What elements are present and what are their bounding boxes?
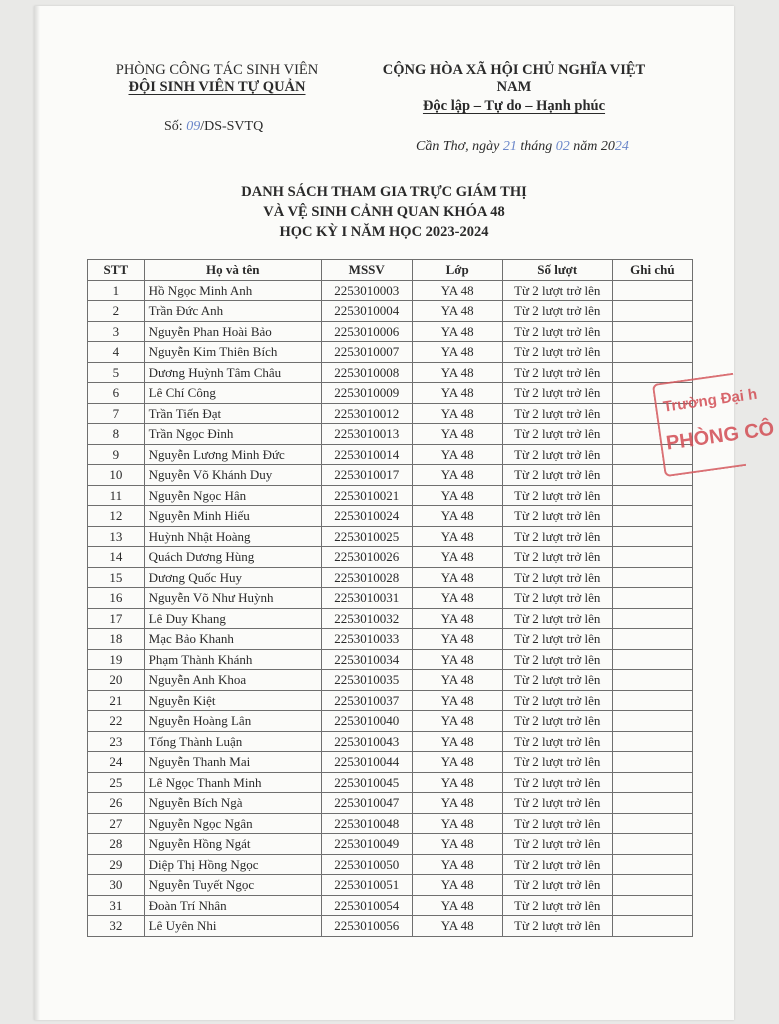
cell-stt: 3 [88, 321, 145, 342]
cell-so-luot: Từ 2 lượt trở lên [502, 383, 612, 404]
cell-name: Nguyễn Minh Hiếu [144, 506, 321, 527]
cell-stt: 12 [88, 506, 145, 527]
cell-so-luot: Từ 2 lượt trở lên [502, 916, 612, 937]
cell-mssv: 2253010009 [321, 383, 412, 404]
cell-name: Tống Thành Luận [144, 731, 321, 752]
cell-name: Quách Dương Hùng [144, 547, 321, 568]
cell-so-luot: Từ 2 lượt trở lên [502, 854, 612, 875]
table-row [88, 670, 693, 691]
cell-so-luot: Từ 2 lượt trở lên [502, 793, 612, 814]
issuing-organization [92, 62, 342, 96]
cell-name: Lê Uyên Nhi [144, 916, 321, 937]
cell-mssv: 2253010049 [321, 834, 412, 855]
cell-name: Dương Huỳnh Tâm Châu [144, 362, 321, 383]
cell-mssv: 2253010025 [321, 526, 412, 547]
cell-ghi-chu [612, 895, 692, 916]
table-row [88, 875, 693, 896]
cell-name: Huỳnh Nhật Hoàng [144, 526, 321, 547]
cell-mssv: 2253010006 [321, 321, 412, 342]
cell-ghi-chu [612, 813, 692, 834]
cell-mssv: 2253010014 [321, 444, 412, 465]
cell-so-luot: Từ 2 lượt trở lên [502, 731, 612, 752]
table-row [88, 629, 693, 650]
cell-name: Nguyễn Võ Khánh Duy [144, 465, 321, 486]
cell-so-luot: Từ 2 lượt trở lên [502, 403, 612, 424]
cell-stt: 21 [88, 690, 145, 711]
cell-stt: 4 [88, 342, 145, 363]
table-row [88, 854, 693, 875]
student-list-table [87, 259, 693, 937]
cell-stt: 9 [88, 444, 145, 465]
cell-ghi-chu [612, 588, 692, 609]
cell-ghi-chu [612, 608, 692, 629]
title-line-1: DANH SÁCH THAM GIA TRỰC GIÁM THỊ [241, 184, 527, 200]
cell-lop: YA 48 [412, 752, 502, 773]
doc-number-prefix: Số: [164, 119, 187, 134]
cell-mssv: 2253010017 [321, 465, 412, 486]
cell-mssv: 2253010031 [321, 588, 412, 609]
cell-so-luot: Từ 2 lượt trở lên [502, 772, 612, 793]
cell-lop: YA 48 [412, 629, 502, 650]
cell-lop: YA 48 [412, 813, 502, 834]
cell-so-luot: Từ 2 lượt trở lên [502, 690, 612, 711]
cell-ghi-chu [612, 916, 692, 937]
cell-mssv: 2253010034 [321, 649, 412, 670]
table-row [88, 649, 693, 670]
doc-number-handwritten: 09 [186, 119, 201, 134]
cell-name: Lê Ngọc Thanh Minh [144, 772, 321, 793]
cell-stt: 16 [88, 588, 145, 609]
cell-mssv: 2253010033 [321, 629, 412, 650]
cell-stt: 30 [88, 875, 145, 896]
cell-stt: 11 [88, 485, 145, 506]
cell-ghi-chu [612, 670, 692, 691]
cell-ghi-chu [612, 321, 692, 342]
document-number [164, 119, 263, 135]
cell-mssv: 2253010032 [321, 608, 412, 629]
table-row [88, 588, 693, 609]
cell-lop: YA 48 [412, 424, 502, 445]
cell-stt: 29 [88, 854, 145, 875]
cell-name: Nguyễn Hoàng Lân [144, 711, 321, 732]
cell-lop: YA 48 [412, 362, 502, 383]
cell-lop: YA 48 [412, 875, 502, 896]
table-row [88, 895, 693, 916]
stamp-line-2: PHÒNG CÔ [664, 417, 776, 455]
cell-stt: 8 [88, 424, 145, 445]
cell-name: Nguyễn Bích Ngà [144, 793, 321, 814]
table-row [88, 444, 693, 465]
table-row [88, 301, 693, 322]
cell-lop: YA 48 [412, 301, 502, 322]
table-row [88, 424, 693, 445]
table-row [88, 526, 693, 547]
cell-stt: 24 [88, 752, 145, 773]
cell-stt: 28 [88, 834, 145, 855]
cell-ghi-chu [612, 547, 692, 568]
date-line [416, 139, 629, 155]
cell-lop: YA 48 [412, 485, 502, 506]
cell-mssv: 2253010013 [321, 424, 412, 445]
cell-ghi-chu [612, 649, 692, 670]
cell-mssv: 2253010021 [321, 485, 412, 506]
cell-so-luot: Từ 2 lượt trở lên [502, 670, 612, 691]
title-line-2: VÀ VỆ SINH CẢNH QUAN KHÓA 48 [263, 204, 505, 220]
cell-ghi-chu [612, 875, 692, 896]
cell-mssv: 2253010024 [321, 506, 412, 527]
table-row [88, 711, 693, 732]
cell-stt: 32 [88, 916, 145, 937]
cell-stt: 27 [88, 813, 145, 834]
header-so-luot: Số lượt [502, 260, 612, 281]
table-row [88, 383, 693, 404]
cell-mssv: 2253010003 [321, 280, 412, 301]
date-year: 24 [614, 139, 629, 154]
cell-lop: YA 48 [412, 403, 502, 424]
cell-mssv: 2253010051 [321, 875, 412, 896]
stamp-line-1: Trường Đại h [662, 385, 759, 416]
cell-lop: YA 48 [412, 916, 502, 937]
cell-mssv: 2253010048 [321, 813, 412, 834]
cell-ghi-chu [612, 772, 692, 793]
document-title [34, 182, 734, 242]
cell-mssv: 2253010054 [321, 895, 412, 916]
cell-name: Phạm Thành Khánh [144, 649, 321, 670]
cell-name: Nguyễn Kiệt [144, 690, 321, 711]
cell-stt: 1 [88, 280, 145, 301]
cell-stt: 23 [88, 731, 145, 752]
cell-ghi-chu [612, 280, 692, 301]
cell-so-luot: Từ 2 lượt trở lên [502, 567, 612, 588]
cell-ghi-chu [612, 567, 692, 588]
cell-stt: 13 [88, 526, 145, 547]
table-header-row [88, 260, 693, 281]
cell-mssv: 2253010026 [321, 547, 412, 568]
cell-mssv: 2253010008 [321, 362, 412, 383]
cell-name: Nguyễn Anh Khoa [144, 670, 321, 691]
cell-name: Lê Duy Khang [144, 608, 321, 629]
cell-mssv: 2253010037 [321, 690, 412, 711]
cell-stt: 20 [88, 670, 145, 691]
cell-lop: YA 48 [412, 772, 502, 793]
cell-stt: 19 [88, 649, 145, 670]
cell-name: Nguyễn Ngọc Ngân [144, 813, 321, 834]
cell-name: Mạc Bảo Khanh [144, 629, 321, 650]
cell-ghi-chu [612, 526, 692, 547]
cell-so-luot: Từ 2 lượt trở lên [502, 280, 612, 301]
cell-so-luot: Từ 2 lượt trở lên [502, 547, 612, 568]
cell-mssv: 2253010044 [321, 752, 412, 773]
cell-so-luot: Từ 2 lượt trở lên [502, 834, 612, 855]
cell-so-luot: Từ 2 lượt trở lên [502, 526, 612, 547]
cell-stt: 6 [88, 383, 145, 404]
header-lop: Lớp [412, 260, 502, 281]
cell-ghi-chu [612, 793, 692, 814]
cell-name: Dương Quốc Huy [144, 567, 321, 588]
date-year-label: năm 20 [569, 139, 615, 154]
table-row [88, 547, 693, 568]
date-month: 02 [555, 139, 570, 154]
cell-lop: YA 48 [412, 793, 502, 814]
cell-ghi-chu [612, 506, 692, 527]
cell-mssv: 2253010047 [321, 793, 412, 814]
table-row [88, 280, 693, 301]
cell-lop: YA 48 [412, 280, 502, 301]
cell-lop: YA 48 [412, 588, 502, 609]
table-row [88, 485, 693, 506]
cell-so-luot: Từ 2 lượt trở lên [502, 424, 612, 445]
cell-so-luot: Từ 2 lượt trở lên [502, 444, 612, 465]
cell-name: Lê Chí Công [144, 383, 321, 404]
table-row [88, 567, 693, 588]
header-name: Họ và tên [144, 260, 321, 281]
cell-lop: YA 48 [412, 383, 502, 404]
cell-name: Nguyễn Ngọc Hân [144, 485, 321, 506]
cell-stt: 5 [88, 362, 145, 383]
table-row [88, 731, 693, 752]
table-row [88, 342, 693, 363]
cell-mssv: 2253010028 [321, 567, 412, 588]
cell-stt: 22 [88, 711, 145, 732]
table-row [88, 752, 693, 773]
cell-ghi-chu [612, 731, 692, 752]
cell-ghi-chu [612, 690, 692, 711]
table-row [88, 321, 693, 342]
cell-so-luot: Từ 2 lượt trở lên [502, 506, 612, 527]
cell-stt: 7 [88, 403, 145, 424]
cell-so-luot: Từ 2 lượt trở lên [502, 301, 612, 322]
cell-name: Nguyễn Phan Hoài Bảo [144, 321, 321, 342]
document-page [34, 6, 776, 1020]
cell-mssv: 2253010035 [321, 670, 412, 691]
table-row [88, 506, 693, 527]
cell-so-luot: Từ 2 lượt trở lên [502, 362, 612, 383]
cell-lop: YA 48 [412, 649, 502, 670]
cell-mssv: 2253010012 [321, 403, 412, 424]
cell-lop: YA 48 [412, 690, 502, 711]
cell-ghi-chu [612, 854, 692, 875]
cell-lop: YA 48 [412, 342, 502, 363]
table-row [88, 362, 693, 383]
date-place: Cần Thơ, ngày [416, 139, 503, 154]
cell-mssv: 2253010050 [321, 854, 412, 875]
org-line-2: ĐỘI SINH VIÊN TỰ QUẢN [128, 79, 306, 95]
red-office-stamp [652, 373, 776, 477]
cell-ghi-chu [612, 342, 692, 363]
table-row [88, 772, 693, 793]
cell-so-luot: Từ 2 lượt trở lên [502, 711, 612, 732]
cell-mssv: 2253010045 [321, 772, 412, 793]
cell-name: Diệp Thị Hồng Ngọc [144, 854, 321, 875]
cell-name: Nguyễn Tuyết Ngọc [144, 875, 321, 896]
cell-name: Nguyễn Hồng Ngát [144, 834, 321, 855]
cell-name: Đoàn Trí Nhân [144, 895, 321, 916]
cell-lop: YA 48 [412, 711, 502, 732]
cell-so-luot: Từ 2 lượt trở lên [502, 649, 612, 670]
national-motto: Độc lập – Tự do – Hạnh phúc [422, 98, 606, 114]
page-edge-shadow [34, 6, 40, 1020]
cell-so-luot: Từ 2 lượt trở lên [502, 629, 612, 650]
date-day: 21 [502, 139, 517, 154]
cell-name: Nguyễn Thanh Mai [144, 752, 321, 773]
cell-ghi-chu [612, 301, 692, 322]
cell-lop: YA 48 [412, 608, 502, 629]
cell-mssv: 2253010007 [321, 342, 412, 363]
republic-line-2: NAM [496, 79, 532, 95]
cell-stt: 17 [88, 608, 145, 629]
cell-ghi-chu [612, 711, 692, 732]
cell-mssv: 2253010056 [321, 916, 412, 937]
table-row [88, 608, 693, 629]
cell-so-luot: Từ 2 lượt trở lên [502, 342, 612, 363]
cell-stt: 26 [88, 793, 145, 814]
cell-stt: 15 [88, 567, 145, 588]
cell-so-luot: Từ 2 lượt trở lên [502, 588, 612, 609]
title-line-3: HỌC KỲ I NĂM HỌC 2023-2024 [279, 224, 489, 240]
cell-mssv: 2253010004 [321, 301, 412, 322]
table-row [88, 465, 693, 486]
cell-name: Nguyễn Lương Minh Đức [144, 444, 321, 465]
cell-ghi-chu [612, 752, 692, 773]
cell-lop: YA 48 [412, 444, 502, 465]
doc-number-suffix: /DS-SVTQ [200, 119, 264, 134]
national-header [344, 62, 684, 115]
cell-ghi-chu [612, 485, 692, 506]
cell-mssv: 2253010040 [321, 711, 412, 732]
org-line-1: PHÒNG CÔNG TÁC SINH VIÊN [115, 62, 319, 78]
republic-line-1: CỘNG HÒA XÃ HỘI CHỦ NGHĨA VIỆT [382, 62, 646, 78]
date-month-label: tháng [516, 139, 556, 154]
cell-name: Nguyễn Kim Thiên Bích [144, 342, 321, 363]
table-row [88, 834, 693, 855]
header-mssv: MSSV [321, 260, 412, 281]
cell-name: Trần Tiến Đạt [144, 403, 321, 424]
cell-lop: YA 48 [412, 670, 502, 691]
cell-so-luot: Từ 2 lượt trở lên [502, 875, 612, 896]
cell-lop: YA 48 [412, 895, 502, 916]
cell-so-luot: Từ 2 lượt trở lên [502, 895, 612, 916]
table-row [88, 690, 693, 711]
cell-so-luot: Từ 2 lượt trở lên [502, 813, 612, 834]
table-row [88, 916, 693, 937]
table-row [88, 813, 693, 834]
cell-stt: 10 [88, 465, 145, 486]
cell-lop: YA 48 [412, 834, 502, 855]
cell-ghi-chu [612, 834, 692, 855]
cell-mssv: 2253010043 [321, 731, 412, 752]
cell-so-luot: Từ 2 lượt trở lên [502, 465, 612, 486]
cell-so-luot: Từ 2 lượt trở lên [502, 321, 612, 342]
cell-so-luot: Từ 2 lượt trở lên [502, 608, 612, 629]
cell-name: Trần Đức Anh [144, 301, 321, 322]
cell-name: Nguyễn Võ Như Huỳnh [144, 588, 321, 609]
cell-lop: YA 48 [412, 465, 502, 486]
cell-stt: 14 [88, 547, 145, 568]
table-row [88, 403, 693, 424]
cell-stt: 2 [88, 301, 145, 322]
header-ghi-chu: Ghi chú [612, 260, 692, 281]
cell-name: Trần Ngọc Đỉnh [144, 424, 321, 445]
cell-lop: YA 48 [412, 321, 502, 342]
cell-lop: YA 48 [412, 731, 502, 752]
cell-stt: 25 [88, 772, 145, 793]
cell-name: Hồ Ngọc Minh Anh [144, 280, 321, 301]
cell-stt: 18 [88, 629, 145, 650]
cell-lop: YA 48 [412, 506, 502, 527]
cell-lop: YA 48 [412, 854, 502, 875]
cell-stt: 31 [88, 895, 145, 916]
cell-ghi-chu [612, 629, 692, 650]
cell-lop: YA 48 [412, 526, 502, 547]
cell-lop: YA 48 [412, 567, 502, 588]
header-stt: STT [88, 260, 145, 281]
table-row [88, 793, 693, 814]
cell-so-luot: Từ 2 lượt trở lên [502, 752, 612, 773]
cell-lop: YA 48 [412, 547, 502, 568]
cell-so-luot: Từ 2 lượt trở lên [502, 485, 612, 506]
